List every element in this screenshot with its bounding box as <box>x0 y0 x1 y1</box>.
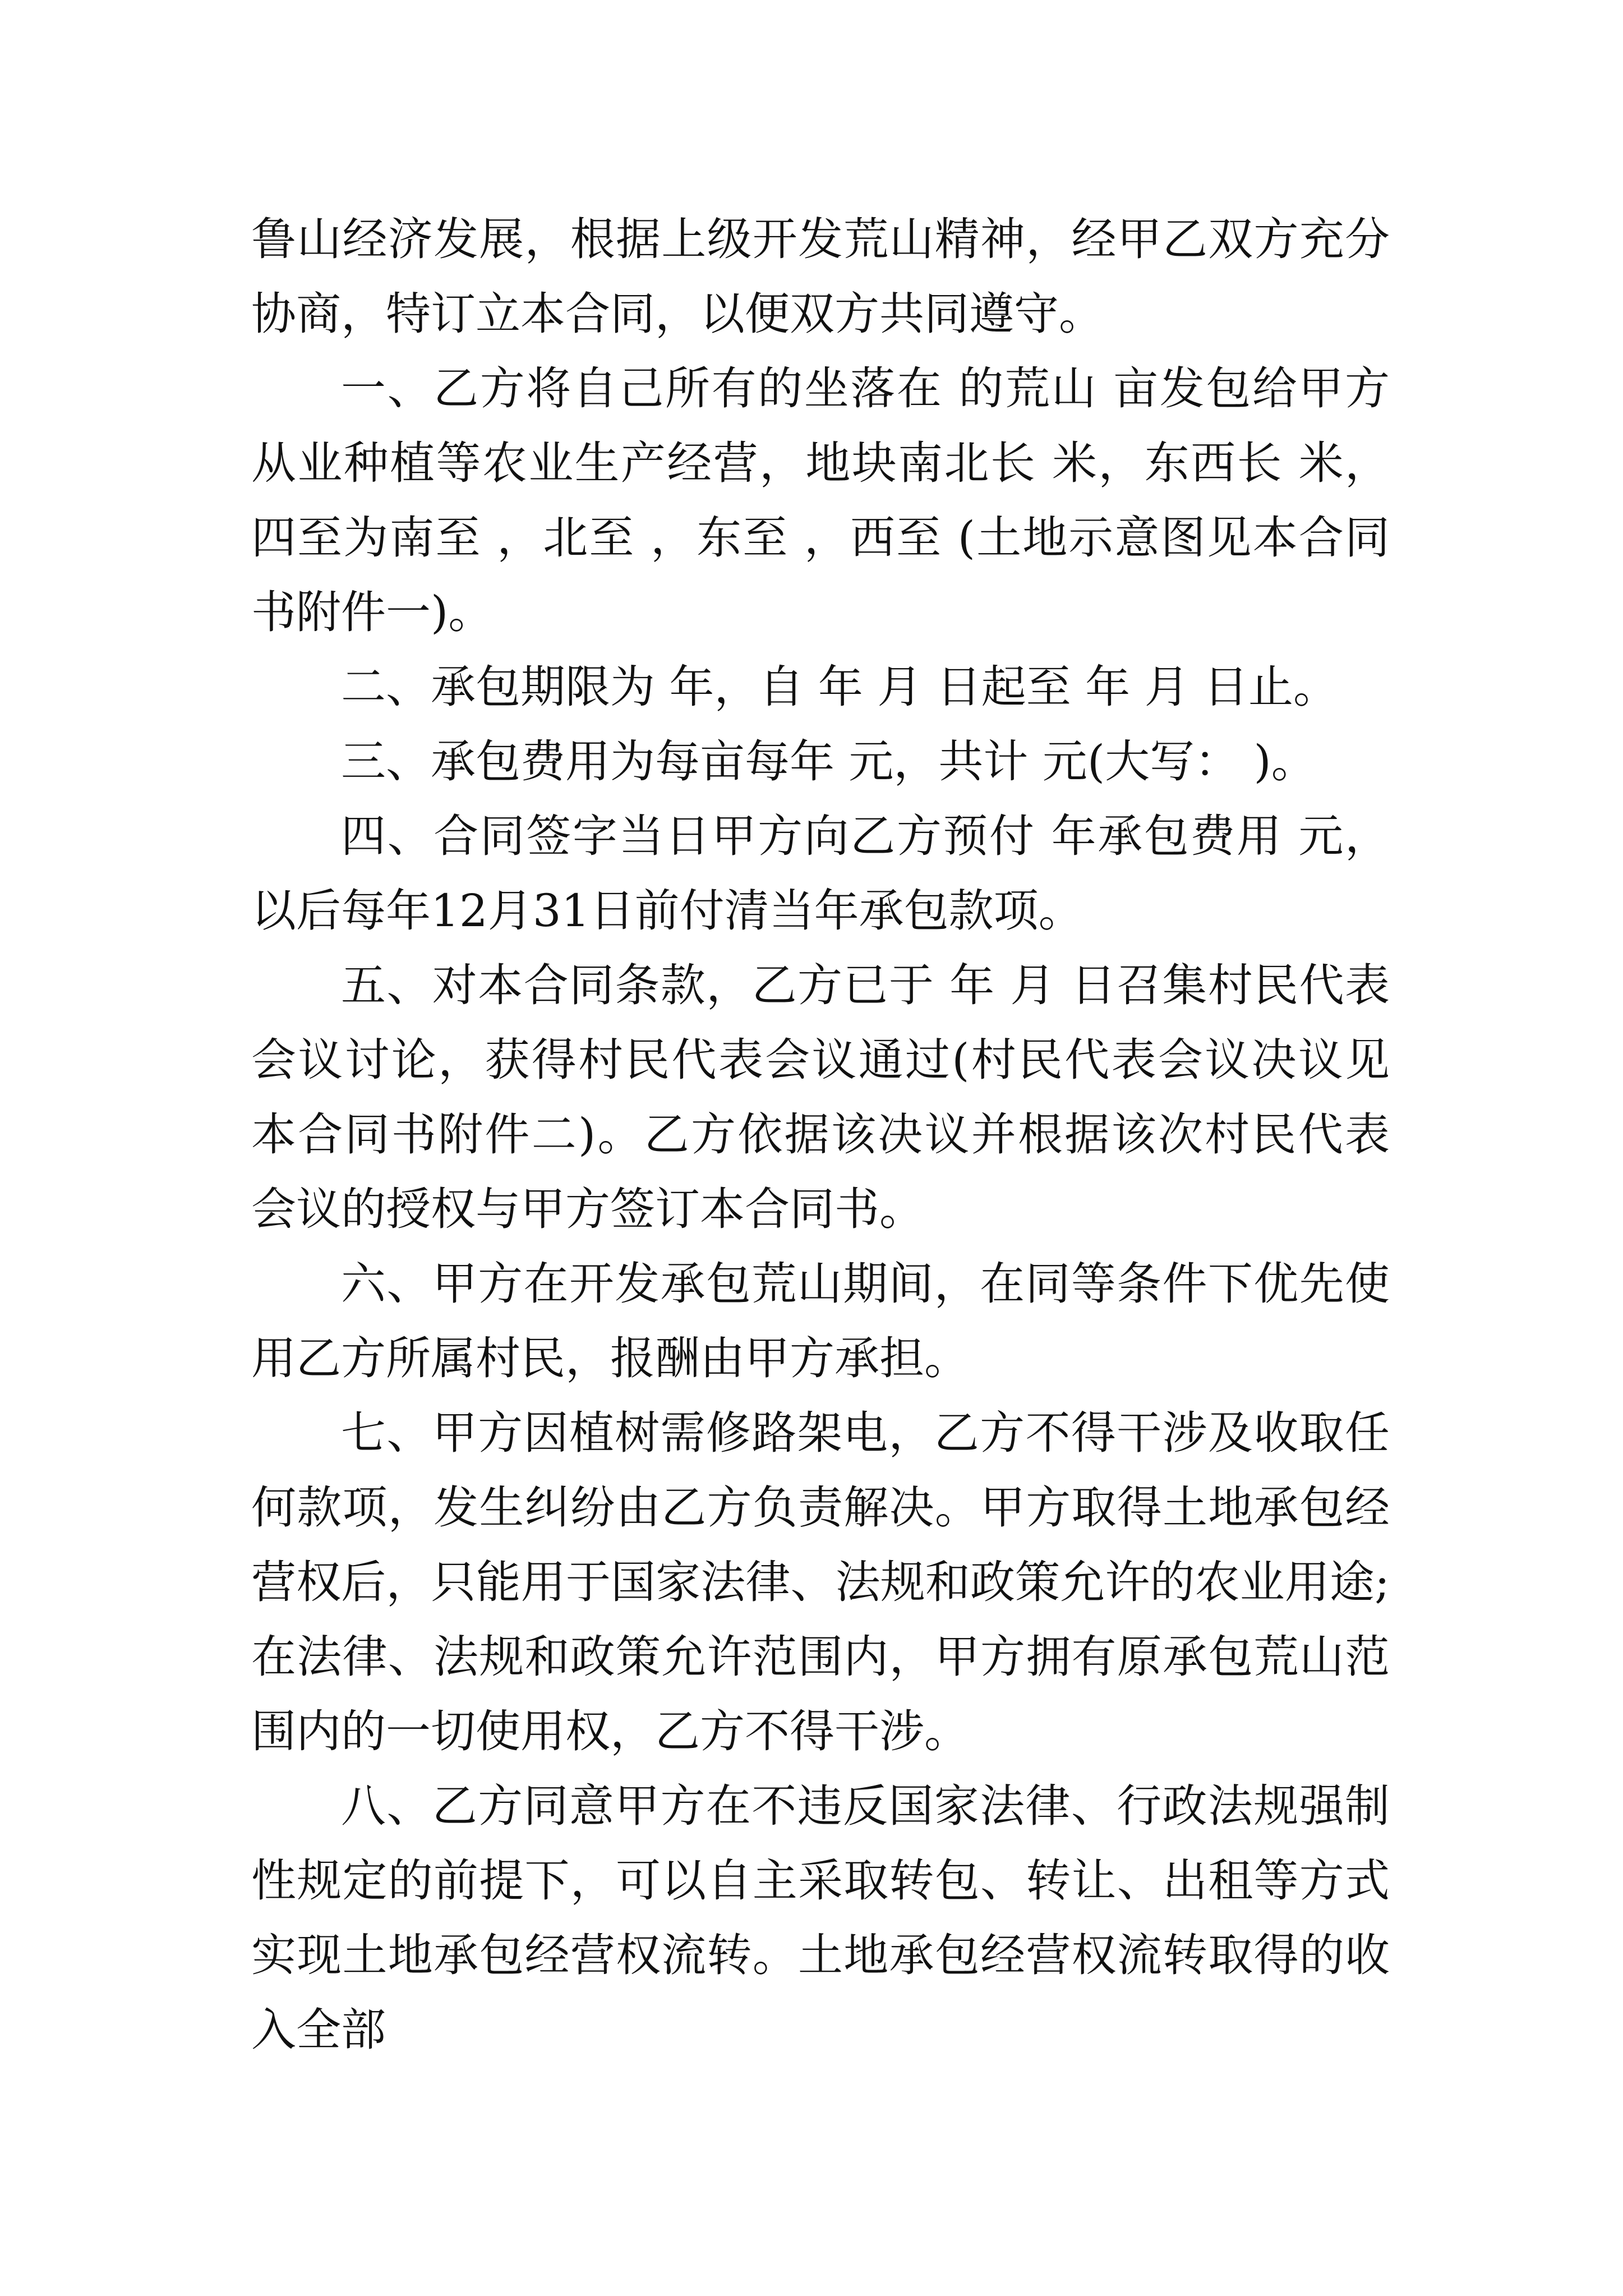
paragraph-clause-6: 六、甲方在开发承包荒山期间，在同等条件下优先使用乙方所属村民，报酬由甲方承担。 <box>251 1258 1390 1384</box>
paragraph-intro-continuation: 鲁山经济发展，根据上级开发荒山精神，经甲乙双方充分协商，特订立本合同，以便双方共同遵守。 <box>251 213 1390 340</box>
paragraph-clause-7: 七、甲方因植树需修路架电，乙方不得干涉及收取任何款项，发生纠纷由乙方负责解决。甲方取得土地承包经营权后，只能用于国家法律、法规和政策允许的农业用途;在法律、法规和政策允许范围内，甲方拥有原承包荒山范围内的一切使用权，乙方不得干涉。 <box>251 1407 1390 1757</box>
paragraph-clause-3: 三、承包费用为每亩每年 元，共计 元(大写： )。 <box>341 735 1316 788</box>
paragraph-clause-2: 二、承包期限为 年，自 年 月 日起至 年 月 日止。 <box>341 661 1339 713</box>
paragraph-clause-8: 八、乙方同意甲方在不违反国家法律、行政法规强制性规定的前提下，可以自主采取转包、转让、出租等方式实现土地承包经营权流转。土地承包经营权流转取得的收入全部 <box>251 1780 1390 2056</box>
paragraph-clause-5: 五、对本合同条款，乙方已于 年 月 日召集村民代表会议讨论，获得村民代表会议通过(村民代表会议决议见本合同书附件二)。乙方依据该决议并根据该次村民代表会议的授权与甲方签订本合同书。 <box>251 959 1390 1235</box>
paragraph-clause-1: 一、乙方将自己所有的坐落在 的荒山 亩发包给甲方从业种植等农业生产经营，地块南北长 米，东西长 米，四至为南至 ，北至 ，东至 ，西至 (土地示意图见本合同书附件一)。 <box>251 362 1390 638</box>
document-body <box>251 202 1390 2067</box>
paragraph-clause-4: 四、合同签字当日甲方向乙方预付 年承包费用 元，以后每年12月31日前付清当年承包款项。 <box>251 810 1390 937</box>
